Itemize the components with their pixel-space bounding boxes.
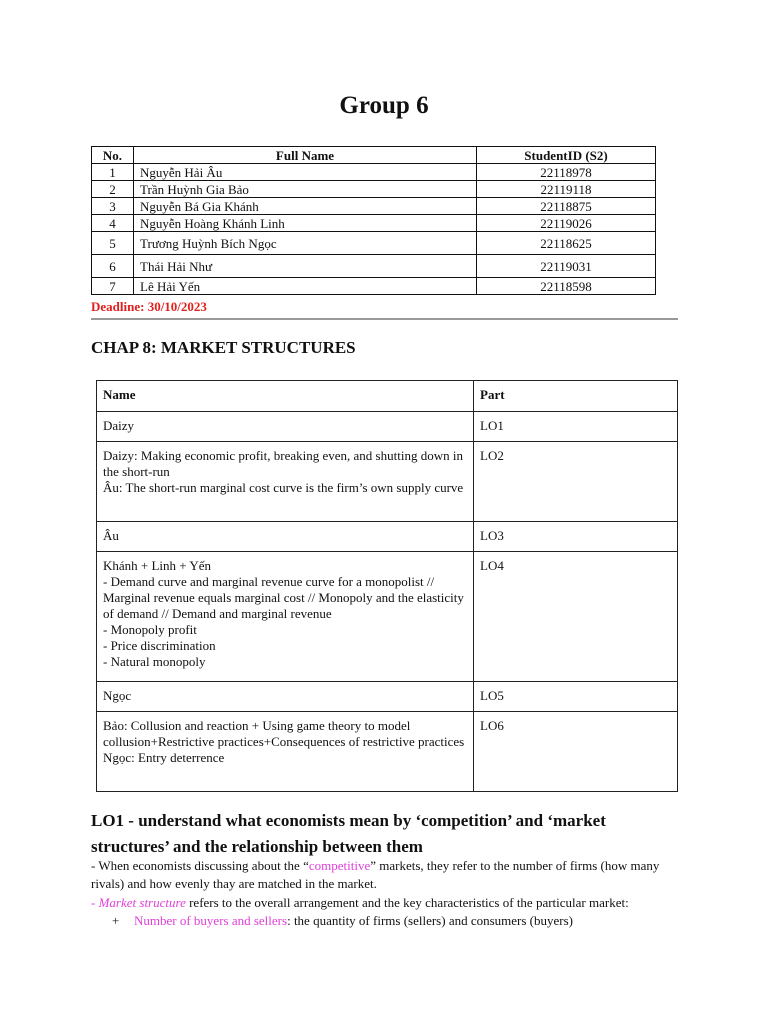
assignment-part: LO4 xyxy=(474,552,678,682)
bullet-buyers-sellers xyxy=(112,912,573,930)
assignment-line: - Price discrimination xyxy=(103,638,216,653)
header-full-name: Full Name xyxy=(134,147,477,164)
table-row xyxy=(92,255,656,278)
assignment-line: Daizy xyxy=(103,418,135,433)
chapter-title: CHAP 8: MARKET STRUCTURES xyxy=(91,338,356,357)
paragraph-competition xyxy=(91,857,681,893)
header-name: Name xyxy=(97,381,474,412)
member-id: 22119026 xyxy=(477,215,656,232)
member-id: 22118978 xyxy=(477,164,656,181)
assignment-line: Daizy: Making economic profit, breaking even, and shutting down in the short-run xyxy=(103,448,463,479)
table-row xyxy=(97,552,678,682)
assignment-name-cell xyxy=(97,712,474,792)
para1-highlight: competitive xyxy=(308,858,371,873)
para2-highlight: Market structure xyxy=(98,895,186,910)
member-no: 1 xyxy=(92,164,134,181)
assignment-line: - Monopoly profit xyxy=(103,622,197,637)
assignment-name-cell xyxy=(97,442,474,522)
member-name: Nguyễn Hoàng Khánh Linh xyxy=(134,215,477,232)
member-name: Lê Hải Yến xyxy=(134,278,477,295)
table-row xyxy=(92,164,656,181)
member-no: 5 xyxy=(92,232,134,255)
assignment-line: Ngọc: Entry deterrence xyxy=(103,750,225,765)
member-id: 22118875 xyxy=(477,198,656,215)
member-id: 22119118 xyxy=(477,181,656,198)
lo1-heading: LO1 - understand what economists mean by ‘competition’ and ‘market structures’ and the relationship between them xyxy=(91,811,606,856)
member-no: 2 xyxy=(92,181,134,198)
assignment-line: - Natural monopoly xyxy=(103,654,206,669)
assignment-part: LO6 xyxy=(474,712,678,792)
assignment-part: LO1 xyxy=(474,412,678,442)
para2-prefix: - xyxy=(91,895,99,910)
assignment-name-cell xyxy=(97,682,474,712)
assignment-part: LO3 xyxy=(474,522,678,552)
members-table xyxy=(91,146,656,295)
member-name: Trương Huỳnh Bích Ngọc xyxy=(134,232,477,255)
deadline-text: Deadline: 30/10/2023 xyxy=(91,299,207,314)
member-name: Nguyễn Hải Âu xyxy=(134,164,477,181)
member-name: Thái Hải Như xyxy=(134,255,477,278)
members-header-row xyxy=(92,147,656,164)
header-student-id: StudentID (S2) xyxy=(477,147,656,164)
table-row xyxy=(97,522,678,552)
para1-before: - When economists discussing about the “ xyxy=(91,858,309,873)
paragraph-market-structure xyxy=(91,894,681,912)
assignment-line: Âu xyxy=(103,528,119,543)
assignment-part: LO2 xyxy=(474,442,678,522)
page-title: Group 6 xyxy=(339,92,429,119)
assignment-line: Ngọc xyxy=(103,688,132,703)
assignment-name-cell xyxy=(97,552,474,682)
table-row xyxy=(92,215,656,232)
member-id: 22119031 xyxy=(477,255,656,278)
table-row xyxy=(97,712,678,792)
table-row xyxy=(97,412,678,442)
assignment-name-cell xyxy=(97,412,474,442)
bullet-after: : the quantity of firms (sellers) and consumers (buyers) xyxy=(287,913,574,928)
table-row xyxy=(97,442,678,522)
assignment-name-cell xyxy=(97,522,474,552)
assignment-line: - Demand curve and marginal revenue curve for a monopolist // Marginal revenue equals marginal cost // Monopoly and the elasticity of demand // Demand and marginal revenue xyxy=(103,574,464,621)
member-id: 22118625 xyxy=(477,232,656,255)
member-no: 3 xyxy=(92,198,134,215)
assignment-line: Bảo: Collusion and reaction + Using game theory to model collusion+Restrictive practices+Consequences of restrictive practices xyxy=(103,718,465,749)
bullet-mark: + xyxy=(112,913,120,928)
table-row xyxy=(92,198,656,215)
para1-after: ” markets, they refer to the number of firms (how many rivals) and how evenly thay are matched in the market. xyxy=(91,858,660,891)
member-no: 4 xyxy=(92,215,134,232)
para2-after: refers to the overall arrangement and the key characteristics of the particular market: xyxy=(185,895,629,910)
member-no: 6 xyxy=(92,255,134,278)
table-row xyxy=(92,181,656,198)
parts-table xyxy=(96,380,678,792)
header-part: Part xyxy=(474,381,678,412)
horizontal-divider xyxy=(91,318,678,320)
header-no: No. xyxy=(92,147,134,164)
table-row xyxy=(97,682,678,712)
assignment-line: Khánh + Linh + Yến xyxy=(103,558,212,573)
member-no: 7 xyxy=(92,278,134,295)
table-row xyxy=(92,232,656,255)
assignment-line: Âu: The short-run marginal cost curve is the firm’s own supply curve xyxy=(103,480,464,495)
table-row xyxy=(92,278,656,295)
member-name: Nguyễn Bá Gia Khánh xyxy=(134,198,477,215)
member-id: 22118598 xyxy=(477,278,656,295)
bullet-highlight: Number of buyers and sellers xyxy=(134,913,288,928)
member-name: Trần Huỳnh Gia Bảo xyxy=(134,181,477,198)
assignment-part: LO5 xyxy=(474,682,678,712)
parts-header-row xyxy=(97,381,678,412)
